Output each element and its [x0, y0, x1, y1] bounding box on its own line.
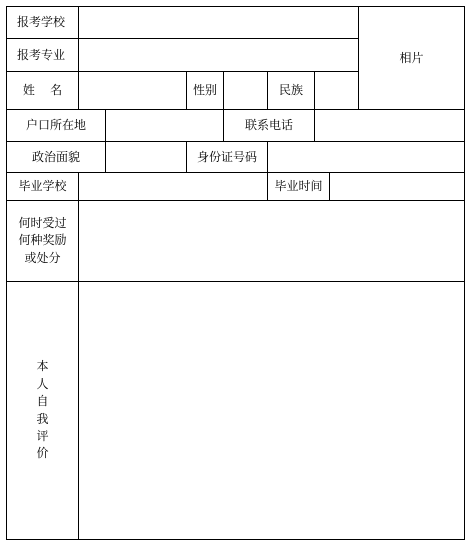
major-label: 报考专业	[6, 38, 79, 72]
hukou-field[interactable]	[105, 109, 224, 142]
name-field[interactable]	[78, 71, 187, 110]
school-label: 报考学校	[6, 6, 79, 39]
gender-label: 性别	[186, 71, 224, 110]
self-eval-char: 评	[36, 428, 49, 443]
phone-label: 联系电话	[223, 109, 315, 142]
awards-label-line1: 何时受过	[18, 215, 67, 230]
political-status-label: 政治面貌	[6, 141, 106, 173]
id-number-label: 身份证号码	[186, 141, 268, 173]
self-eval-char: 自	[36, 394, 49, 409]
hukou-label: 户口所在地	[6, 109, 106, 142]
major-field[interactable]	[78, 38, 359, 72]
id-number-field[interactable]	[267, 141, 465, 173]
self-evaluation-label	[6, 281, 79, 540]
awards-label-line2: 何种奖励	[18, 233, 67, 248]
photo-box[interactable]: 相片	[358, 6, 465, 110]
self-eval-char: 我	[36, 411, 49, 426]
phone-field[interactable]	[314, 109, 465, 142]
gender-field[interactable]	[223, 71, 268, 110]
ethnicity-field[interactable]	[314, 71, 359, 110]
self-evaluation-field[interactable]	[78, 281, 465, 540]
awards-label	[6, 200, 79, 282]
self-eval-char: 价	[36, 446, 49, 461]
self-eval-char: 人	[36, 376, 49, 391]
school-field[interactable]	[78, 6, 359, 39]
awards-field[interactable]	[78, 200, 465, 282]
political-status-field[interactable]	[105, 141, 187, 173]
graduation-time-field[interactable]	[329, 172, 465, 201]
graduation-time-label: 毕业时间	[267, 172, 330, 201]
graduation-school-label: 毕业学校	[6, 172, 79, 201]
awards-label-line3: 或处分	[24, 250, 61, 265]
self-eval-char: 本	[36, 359, 49, 374]
name-label: 姓 名	[6, 71, 79, 110]
ethnicity-label: 民族	[267, 71, 315, 110]
graduation-school-field[interactable]	[78, 172, 268, 201]
